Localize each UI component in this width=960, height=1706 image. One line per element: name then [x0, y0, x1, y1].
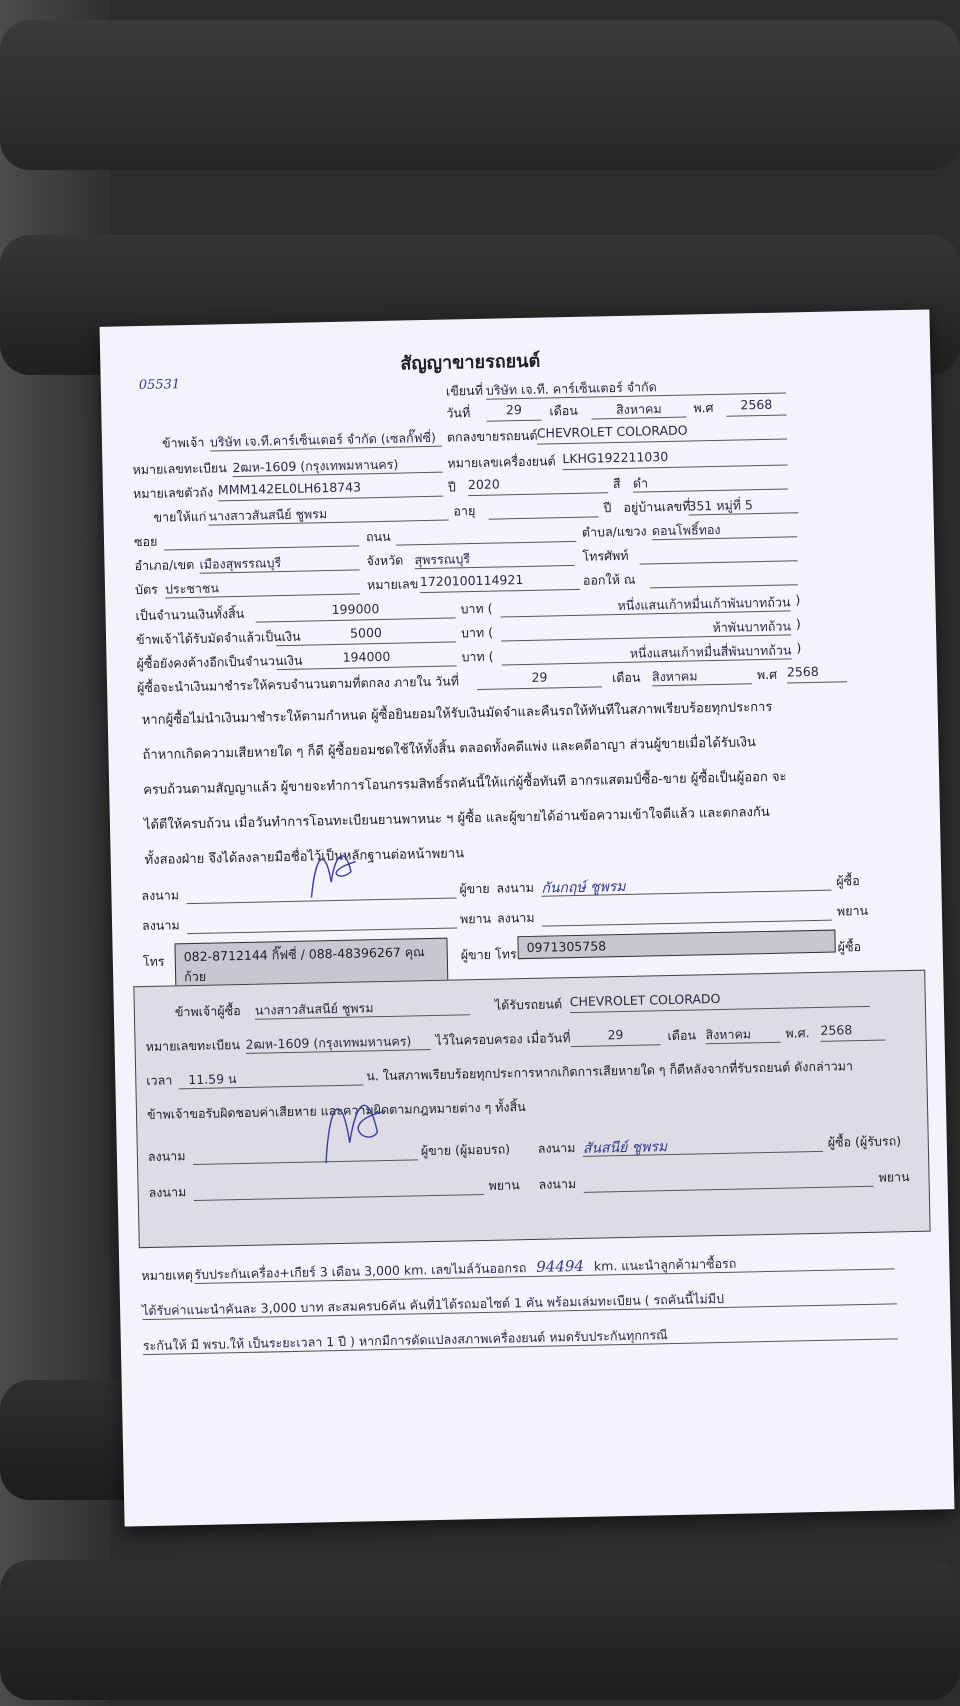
address-label: อยู่บ้านเลขที่ — [623, 498, 691, 515]
deposit-words: ห้าพันบาทถ้วน — [501, 616, 791, 641]
color-label: สี — [612, 475, 621, 492]
receipt-witness-line — [193, 1176, 483, 1201]
total-baht: บาท ( — [460, 600, 493, 617]
sign-label: ลงนาม — [496, 879, 535, 896]
color-value: ดำ — [633, 470, 788, 492]
buyer-signature: กันกฤษ์ ชูพรม — [541, 872, 831, 897]
seller-role: ผู้ขาย — [459, 880, 490, 897]
card-type-value: ประชาชน — [165, 575, 360, 598]
address-value: 351 หมู่ที่ 5 — [688, 494, 798, 515]
card-label: บัตร — [134, 581, 158, 598]
plate-label: หมายเลขทะเบียน — [132, 460, 228, 478]
receipt-sign-label: ลงนาม — [148, 1184, 187, 1200]
province-value: สุพรรณบุรี — [414, 547, 574, 569]
written-at-label: เขียนที่ — [445, 382, 484, 399]
remarks-label: หมายเหตุ — [141, 1267, 194, 1284]
receipt-buyer-label: ข้าพเจ้าผู้ซื้อ — [174, 1003, 241, 1020]
document-title: สัญญาขายรถยนต์ — [400, 350, 541, 375]
receipt-witness-role: พยาน — [878, 1169, 910, 1185]
possession-label: ไว้ในครอบครอง เมื่อวันที่ — [435, 1030, 571, 1048]
car-model-value: CHEVROLET COLORADO — [537, 420, 787, 444]
sign-label: ลงนาม — [496, 909, 535, 926]
receipt-sign-label: ลงนาม — [147, 1148, 186, 1164]
buyer-value: นางสาวสันสนีย์ ชูพรม — [208, 502, 448, 526]
witness-signature-line — [542, 902, 832, 927]
time-label: เวลา — [146, 1072, 173, 1089]
deposit-baht: บาท ( — [460, 624, 494, 641]
issued-by-value — [650, 566, 798, 588]
sell-to-label: ขายให้แก่ — [153, 508, 207, 525]
time-value: 11.59 น — [178, 1066, 363, 1089]
date-year: 2568 — [726, 396, 786, 416]
card-no-label: หมายเลข — [366, 576, 419, 593]
receipt-buyer-signature: สันสนีย์ ชูพรม — [583, 1133, 823, 1157]
receipt-car-model: CHEVROLET COLORADO — [570, 988, 870, 1013]
background-mat — [0, 1560, 960, 1700]
seller-value: บริษัท เจ.ที.คาร์เซ็นเตอร์ จำกัด (เซลกั๊ฟซี่) — [210, 428, 442, 452]
balance-label: ผู้ซื้อยังคงค้างอีกเป็นจำนวนเงิน — [136, 652, 303, 672]
chassis-label: หมายเลขตัวถัง — [132, 484, 214, 502]
soi-label: ซอย — [133, 533, 158, 550]
total-value: 199000 — [255, 599, 455, 622]
seller-signature-scribble — [300, 841, 361, 902]
buyer-role: ผู้ซื้อ — [837, 939, 862, 955]
district-value: เมืองสุพรรณบุรี — [199, 551, 359, 573]
terms-line-4: ได้ตีให้ครบถ้วน เมื่อวันทำการโอนทะเบียนยานพาหนะ ฯ ผู้ซื้อ และผู้ขายได้อ่านข้อความเข้าใจดีแล้ว และตกลงกัน — [143, 804, 770, 833]
buyer-role: ผู้ซื้อ — [836, 873, 860, 889]
engine-label: หมายเลขเครื่องยนต์ — [447, 453, 556, 471]
receipt-month-label: เดือน — [667, 1027, 697, 1044]
receipt-year-label: พ.ศ. — [785, 1025, 810, 1041]
card-no-value: 1720100114921 — [420, 571, 580, 593]
date-month: สิงหาคม — [591, 399, 686, 420]
issued-by-label: ออกให้ ณ — [582, 571, 636, 588]
phone-label: โทรศัพท์ — [582, 547, 629, 564]
phone-value — [639, 542, 797, 564]
balance-close: ) — [796, 640, 802, 656]
receipt-month: สิงหาคม — [705, 1024, 780, 1045]
receipt-seller-signature-scribble — [316, 1082, 388, 1173]
pay-month-label: เดือน — [611, 669, 641, 686]
receipt-day: 29 — [570, 1026, 660, 1047]
mileage-value: 94494 — [536, 1256, 585, 1276]
pay-month: สิงหาคม — [652, 665, 752, 686]
receipt-sign-label: ลงนาม — [537, 1140, 576, 1156]
terms-line-1: หากผู้ซื้อไม่นำเงินมาชำระให้ตามกำหนด ผู้ซื้อยินยอมให้รับเงินมัดจำและคืนรถให้ทันทีในสภาพเรียบร้อยทุกประการ — [141, 699, 773, 729]
pay-year-label: พ.ศ — [756, 666, 778, 683]
sign-label: ลงนาม — [141, 887, 180, 904]
received-label: ได้รับรถยนต์ — [494, 996, 563, 1013]
age-value — [488, 498, 598, 519]
remarks-text-1a: รับประกันเครื่อง+เกียร์ 3 เดือน 3,000 km. เลขไมล์วันออกรถ — [194, 1260, 527, 1283]
liability-text: ข้าพเจ้าขอรับผิดชอบค่าเสียหาย และความผิดตามกฎหมายต่าง ๆ ทั้งสิ้น — [146, 1099, 526, 1122]
soi-value — [164, 527, 359, 550]
seller-tel-label: ผู้ขาย โทร — [460, 946, 517, 963]
seller-phone-box: 082-8712144 กิ๊ฟซี่ / 088-48396267 คุณก้วย — [174, 938, 448, 992]
subdistrict-label: ตำบล/แขวง — [581, 523, 647, 540]
receipt-year: 2568 — [820, 1022, 885, 1042]
pay-day: 29 — [477, 668, 602, 690]
background-mat — [0, 20, 960, 170]
receipt-buyer-role: ผู้ซื้อ (ผู้รับรถ) — [827, 1133, 902, 1150]
date-label: วันที่ — [446, 405, 471, 421]
month-label: เดือน — [549, 402, 578, 419]
date-day: 29 — [486, 402, 541, 422]
receipt-witness-line — [583, 1168, 873, 1193]
witness-role: พยาน — [459, 910, 492, 927]
remarks-line-2: ได้รับค่าแนะนำคันละ 3,000 บาท สะสมครบ6คัน คันที่1ได้รถมอไซต์ 1 คัน พร้อมเล่มทะเบียน ( รถคันนี้ไม่มีป — [142, 1285, 897, 1320]
balance-value: 194000 — [276, 647, 456, 670]
total-label: เป็นจำนวนเงินทั้งสิ้น — [135, 605, 245, 624]
deposit-value: 5000 — [276, 623, 456, 646]
receipt-seller-role: ผู้ขาย (ผู้มอบรถ) — [420, 1141, 511, 1159]
pay-year: 2568 — [787, 663, 847, 683]
total-close: ) — [795, 592, 801, 608]
receipt-plate-value: 2ฒห-1609 (กรุงเทพมหานคร) — [245, 1031, 430, 1054]
engine-value: LKHG192211030 — [562, 446, 787, 470]
road-value — [396, 523, 576, 546]
terms-line-5: ทั้งสองฝ่าย จึงได้ลงลายมือชื่อไว้เป็นหลักฐานต่อหน้าพยาน — [144, 846, 465, 868]
model-year-label: ปี — [447, 479, 457, 495]
seller-label: ข้าพเจ้า — [161, 434, 205, 451]
receipt-witness-role: พยาน — [488, 1177, 520, 1193]
chassis-value: MMM142EL0LH618743 — [218, 478, 443, 502]
district-label: อำเภอ/เขต — [134, 556, 195, 574]
contract-paper — [100, 309, 955, 1526]
deposit-close: ) — [795, 616, 801, 632]
remarks-text-1b: km. แนะนำลูกค้ามาซื้อรถ — [593, 1255, 737, 1274]
plate-value: 2ฒห-1609 (กรุงเทพมหานคร) — [232, 454, 442, 477]
age-label: อายุ — [453, 502, 476, 519]
receipt-sign-label: ลงนาม — [538, 1176, 577, 1192]
remarks-line-1 — [194, 1250, 894, 1284]
province-label: จังหวัด — [366, 552, 404, 569]
agree-sell-label: ตกลงขายรถยนต์ — [446, 427, 538, 445]
sign-label: ลงนาม — [141, 917, 180, 934]
buyer-phone-box: 0971305758 — [517, 930, 835, 960]
total-words: หนึ่งแสนเก้าหมื่นเก้าพันบาทถ้วน — [500, 592, 790, 617]
year-label: พ.ศ — [693, 399, 714, 416]
terms-line-2: ถ้าหากเกิดความเสียหายใด ๆ ก็ดี ผู้ซื้อยอมชดใช้ให้ทั้งสิ้น ตลอดทั้งคดีแพ่ง และคดีอาญา ส่วนผู้ขายเมื่อได้รับเงิน — [142, 735, 756, 764]
receipt-plate-label: หมายเลขทะเบียน — [145, 1037, 241, 1055]
witness-signature-line — [187, 909, 457, 934]
pay-by-label: ผู้ซื้อจะนำเงินมาชำระให้ครบจำนวนตามที่ตกลง ภายใน วันที่ — [136, 673, 460, 696]
time-text: น. ในสภาพเรียบร้อยทุกประการหากเกิดการเสียหายใด ๆ ก็ดีหลังจากที่รับรถยนต์ ดังกล่าวมา — [366, 1058, 854, 1084]
subdistrict-value: ดอนโพธิ์ทอง — [652, 518, 797, 540]
deposit-label: ข้าพเจ้าได้รับมัดจำแล้วเป็นเงิน — [135, 628, 301, 648]
age-unit: ปี — [603, 500, 612, 516]
written-at-value: บริษัท เจ.ที. คาร์เซ็นเตอร์ จำกัด — [486, 374, 786, 399]
document-number: 05531 — [138, 377, 181, 394]
vehicle-receipt-section — [133, 970, 930, 1249]
model-year-value: 2020 — [468, 474, 608, 496]
road-label: ถนน — [365, 528, 391, 545]
remarks-line-3: ระกันให้ มี พรบ.ให้ เป็นระยะเวลา 1 ปี ) หากมีการดัดแปลงสภาพเครื่องยนต์ หมดรับประกันทุกกรณี — [143, 1320, 898, 1355]
balance-words: หนึ่งแสนเก้าหมื่นสี่พันบาทถ้วน — [501, 640, 791, 665]
balance-baht: บาท ( — [461, 648, 494, 665]
terms-line-3: ครบถ้วนตามสัญญาแล้ว ผู้ขายจะทำการโอนกรรมสิทธิ์รถคันนี้ให้แก่ผู้ซื้อทันที อากรแสตมป์ซื้อ-ขาย ผู้ซื้อเป็นผู้ออก จะ — [143, 769, 787, 799]
witness-role: พยาน — [836, 902, 869, 919]
receipt-buyer-value: นางสาวสันสนีย์ ชูพรม — [255, 996, 470, 1019]
tel-label: โทร — [142, 953, 165, 970]
